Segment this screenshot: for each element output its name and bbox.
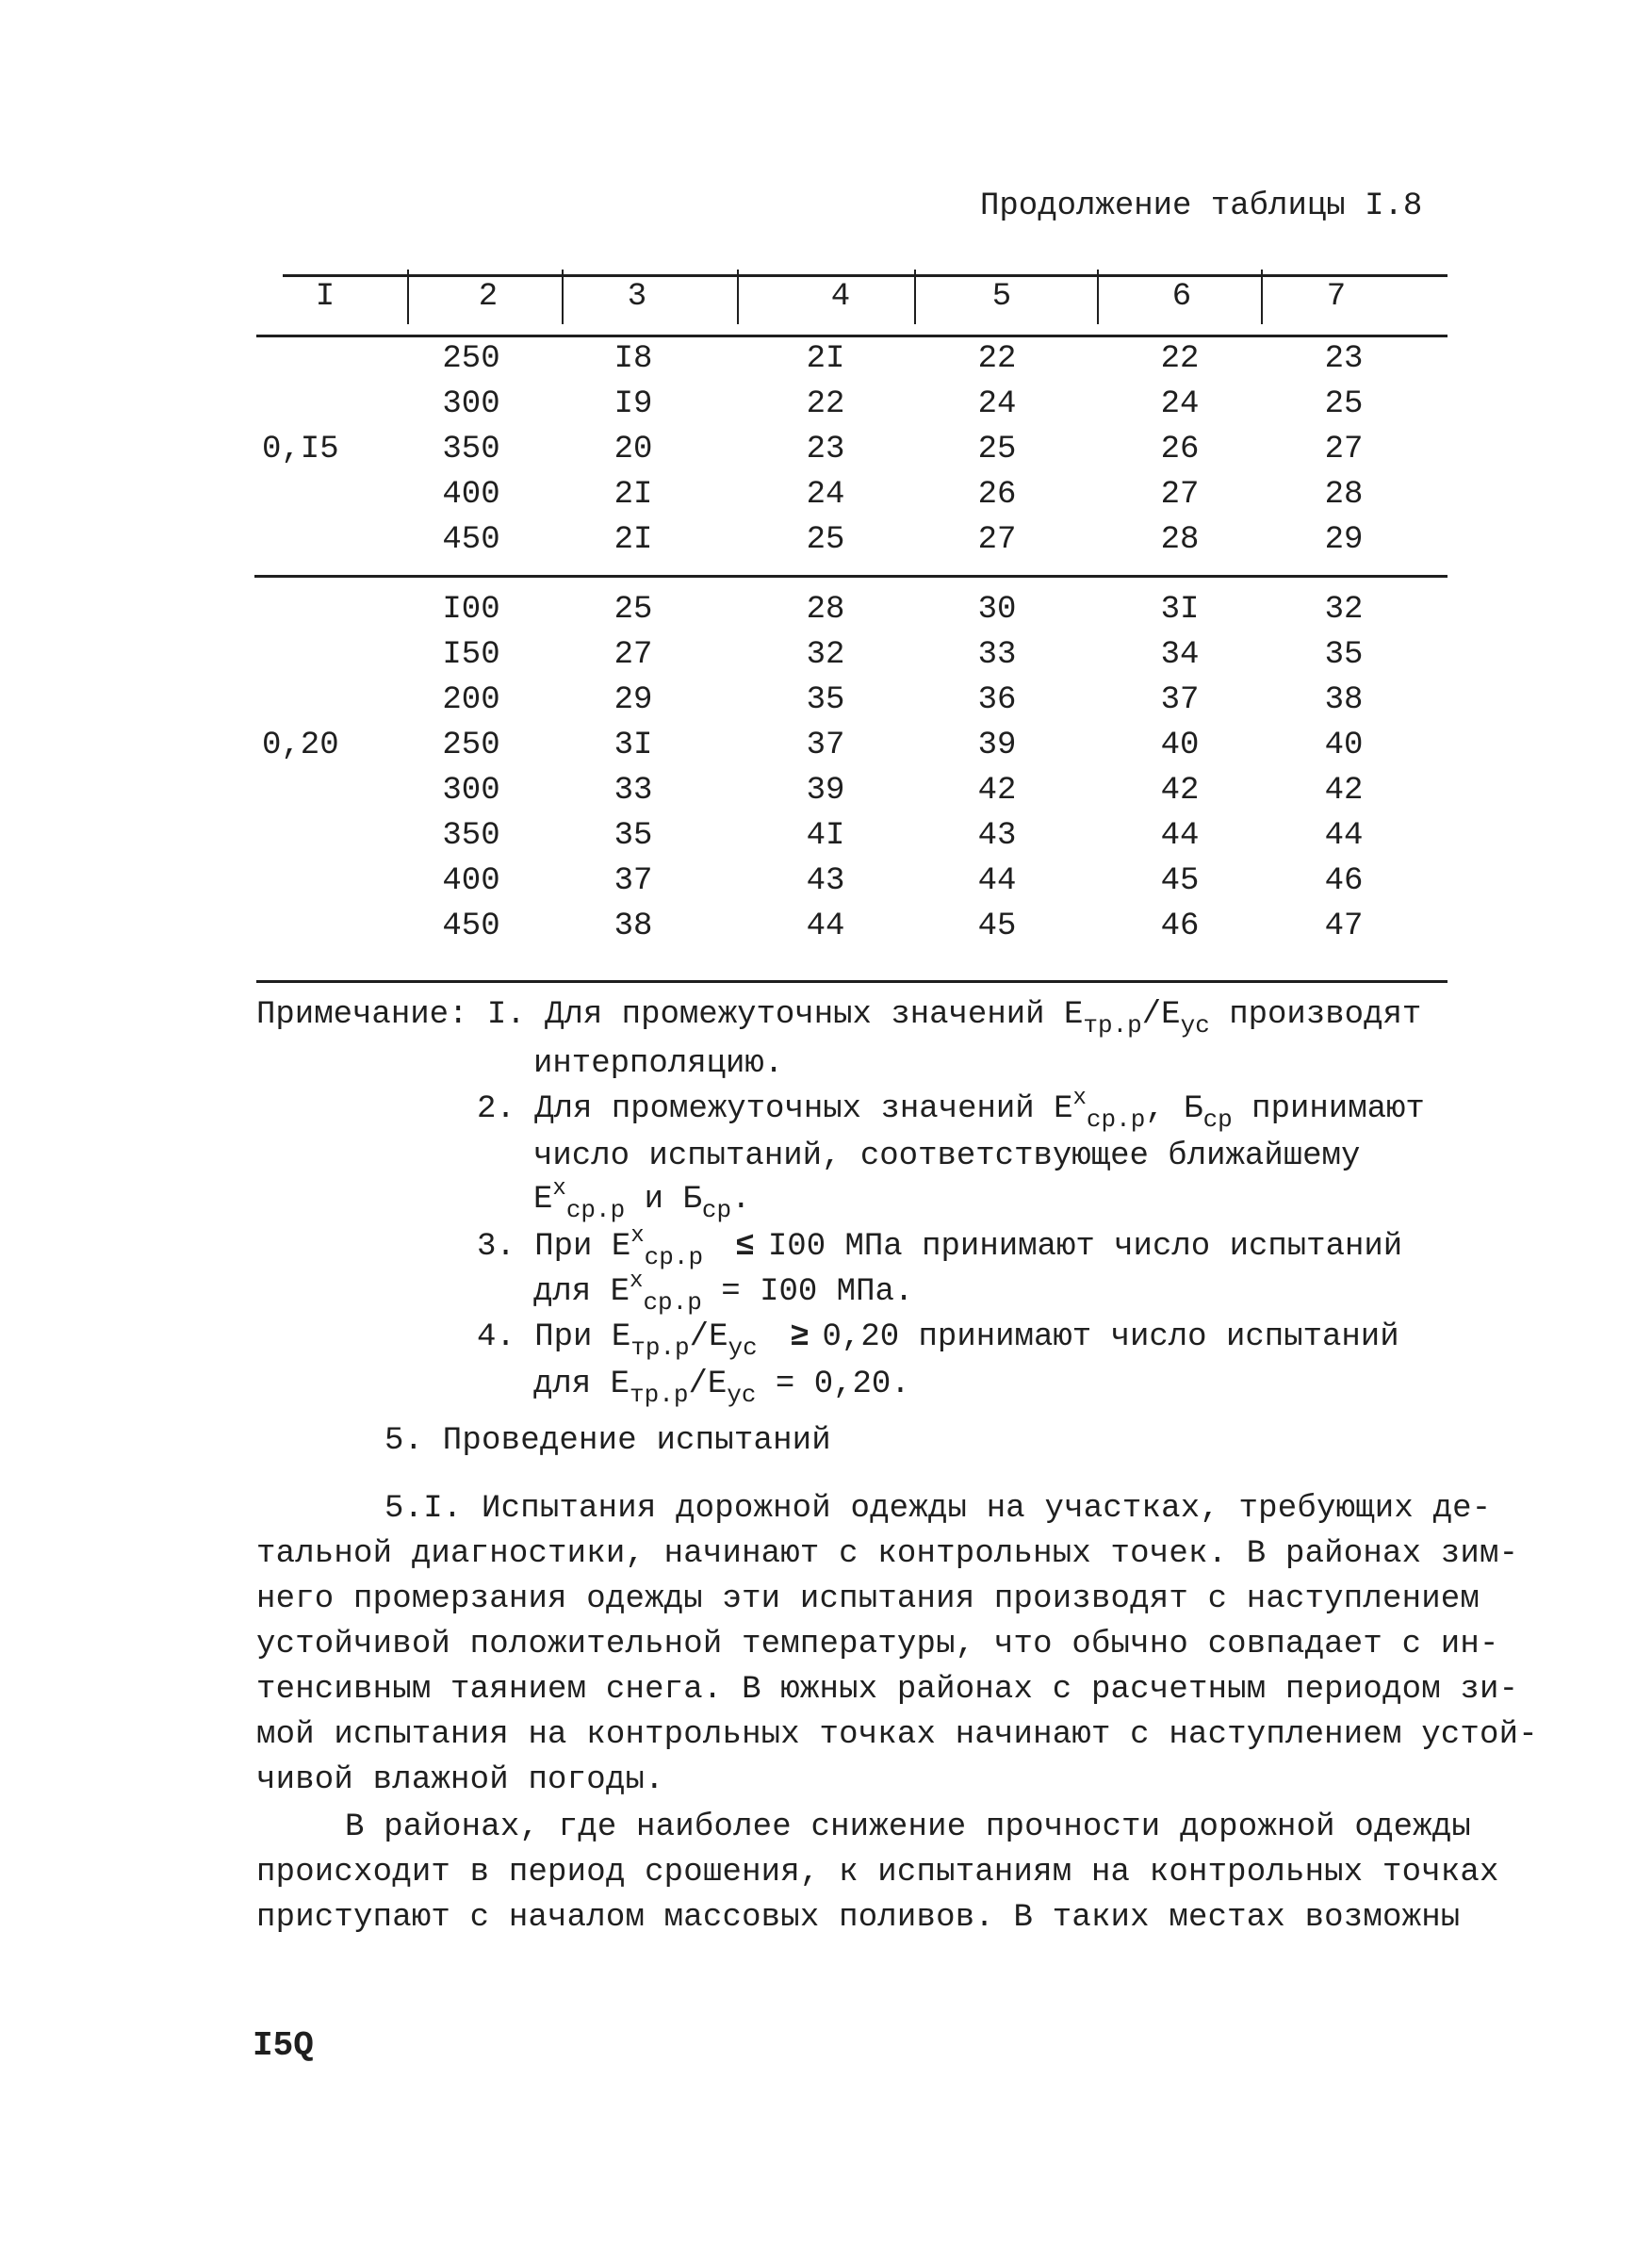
table-cell: 28 [806, 592, 845, 628]
table-bottom-rule [256, 980, 1448, 983]
table-cell: 250 [442, 728, 500, 763]
table-cell: 43 [977, 818, 1017, 854]
table-cell: 27 [613, 637, 653, 673]
note-4-line-2-a: для Е [533, 1367, 630, 1402]
table-cell: 25 [977, 432, 1017, 467]
note-4-line-2 [533, 1367, 910, 1409]
table-cell: 450 [442, 909, 500, 944]
table-cell: 35 [1324, 637, 1364, 673]
table-cell: 37 [613, 863, 653, 899]
table-cell: 34 [1160, 637, 1200, 673]
table-cell: 30 [977, 592, 1017, 628]
table-cell: 36 [977, 682, 1017, 718]
note-2-text-c: принимают [1232, 1091, 1425, 1127]
table-cell: 42 [1324, 773, 1364, 809]
table-cell: 35 [806, 682, 845, 718]
table-cell: 24 [1160, 386, 1200, 422]
table-cell: 37 [1160, 682, 1200, 718]
column-header: 6 [1171, 279, 1192, 315]
table-cell: 300 [442, 773, 500, 809]
note-4-line-2-sub-a: тр.р [630, 1381, 689, 1409]
note-1-sub-b: ус [1180, 1011, 1210, 1040]
note-lead: Примечание: [256, 997, 468, 1033]
note-3 [477, 1223, 1403, 1271]
note-3-line-2-sub: ср.р [643, 1288, 702, 1317]
table-cell: 27 [977, 522, 1017, 558]
note-4-sub-b: ус [728, 1334, 758, 1362]
section-heading: 5. Проведение испытаний [384, 1423, 831, 1459]
note-2-line-3-sup: х [552, 1176, 566, 1202]
table-cell: I00 [442, 592, 500, 628]
column-separator [1261, 270, 1263, 324]
note-1-text-b: производят [1209, 997, 1422, 1033]
column-header: 5 [991, 279, 1012, 315]
table-cell: 300 [442, 386, 500, 422]
table-cell: 22 [977, 341, 1017, 377]
table-cell: 28 [1324, 477, 1364, 513]
note-3-line-2 [533, 1269, 914, 1317]
note-4-sub-a: тр.р [630, 1334, 690, 1362]
greater-or-equal-symbol: ≥ [790, 1319, 810, 1355]
table-cell: 42 [977, 773, 1017, 809]
table-cell: 47 [1324, 909, 1364, 944]
table-cell: 250 [442, 341, 500, 377]
column-separator [914, 270, 916, 324]
table-cell: 37 [806, 728, 845, 763]
note-3-number: 3. [477, 1229, 515, 1265]
table-cell: 39 [806, 773, 845, 809]
table-cell: 25 [806, 522, 845, 558]
table-cell: 44 [1324, 818, 1364, 854]
table-cell: 3I [1160, 592, 1200, 628]
column-separator [562, 270, 564, 324]
column-header: 2 [478, 279, 499, 315]
note-2-line-3-sub-b: ср [701, 1196, 732, 1224]
note-3-line-2-sup: х [630, 1269, 644, 1294]
column-header: 4 [830, 279, 851, 315]
table-cell: 27 [1160, 477, 1200, 513]
table-cell: 23 [806, 432, 845, 467]
note-2-line-3-a: Е [533, 1182, 553, 1218]
table-cell: 350 [442, 818, 500, 854]
table-cell: 44 [1160, 818, 1200, 854]
table-cell: 2I [613, 477, 653, 513]
table-cell: 24 [806, 477, 845, 513]
table-cell: 24 [977, 386, 1017, 422]
note-4-mid: /Е [689, 1319, 728, 1355]
table-cell: 2I [806, 341, 845, 377]
note-1-text-a: Для промежуточных значений Е [545, 997, 1084, 1033]
note-4-line-2-sub-b: ус [727, 1381, 757, 1409]
note-1-line-2: интерполяцию. [533, 1046, 784, 1082]
table-cell: 35 [613, 818, 653, 854]
table-cell: 29 [613, 682, 653, 718]
table-cell: 200 [442, 682, 500, 718]
note-2-line-3-b: и Б [625, 1182, 702, 1218]
table-cell: 45 [1160, 863, 1200, 899]
table-cell: I50 [442, 637, 500, 673]
note-2-sub-b: ср [1202, 1105, 1233, 1134]
note-2-number: 2. [477, 1091, 515, 1127]
note-1 [256, 997, 1422, 1040]
table-cell: 23 [1324, 341, 1364, 377]
table-cell: 38 [1324, 682, 1364, 718]
table-cell: 450 [442, 522, 500, 558]
table-cell: 40 [1324, 728, 1364, 763]
table-cell: 22 [1160, 341, 1200, 377]
table-cell: 44 [806, 909, 845, 944]
table-cell: 32 [806, 637, 845, 673]
note-3-text-a: При Е [534, 1229, 631, 1265]
para2-line-3: приступают с началом массовых поливов. В таких местах возможны [256, 1900, 1461, 1936]
table-cell: 32 [1324, 592, 1364, 628]
note-1-number: I. [486, 997, 526, 1033]
group-label: 0,I5 [262, 432, 339, 467]
table-cell: 26 [1160, 432, 1200, 467]
table-cell: 46 [1324, 863, 1364, 899]
table-cell: 29 [1324, 522, 1364, 558]
note-2-text-b: , Б [1145, 1091, 1203, 1127]
table-cell: 400 [442, 477, 500, 513]
table-cell: 350 [442, 432, 500, 467]
note-2-sub: ср.р [1086, 1105, 1146, 1134]
note-4-text-b: 0,20 принимают число испытаний [822, 1319, 1399, 1355]
group-label: 0,20 [262, 728, 339, 763]
table-cell: 27 [1324, 432, 1364, 467]
table-cell: 400 [442, 863, 500, 899]
para1-line-1: 5.I. Испытания дорожной одежды на участках, требующих де- [384, 1491, 1492, 1527]
table-cell: 33 [977, 637, 1017, 673]
page-number: I5Q [253, 2026, 314, 2065]
table-top-rule [283, 274, 1448, 277]
note-2-line-2: число испытаний, соответствующее ближайшему [533, 1138, 1361, 1174]
note-2-text-a: Для промежуточных значений Е [534, 1091, 1073, 1127]
table-cell: 45 [977, 909, 1017, 944]
para1-line-2: тальной диагностики, начинают с контрольных точек. В районах зим- [256, 1536, 1519, 1572]
note-2-line-3 [533, 1176, 751, 1224]
table-cell: I9 [613, 386, 653, 422]
table-cell: 43 [806, 863, 845, 899]
table-cell: 33 [613, 773, 653, 809]
para1-line-3: него промерзания одежды эти испытания производят с наступлением [256, 1581, 1480, 1617]
table-cell: 2I [613, 522, 653, 558]
table-cell: 44 [977, 863, 1017, 899]
column-separator [1097, 270, 1099, 324]
table-cell: 4I [806, 818, 845, 854]
column-separator [407, 270, 409, 324]
note-4-text-a: При Е [534, 1319, 631, 1355]
table-cell: 46 [1160, 909, 1200, 944]
para2-line-1: В районах, где наиболее снижение прочности дорожной одежды [345, 1809, 1471, 1845]
note-4-line-2-mid: /Е [688, 1367, 728, 1402]
note-2-line-3-c: . [731, 1182, 751, 1218]
note-4 [477, 1319, 1399, 1362]
note-2-line-3-sub: ср.р [565, 1196, 626, 1224]
para1-line-6: мой испытания на контрольных точках начинают с наступлением устой- [256, 1717, 1538, 1753]
column-header: I [315, 279, 335, 315]
note-3-sup: х [630, 1223, 645, 1249]
column-header: 3 [627, 279, 647, 315]
para2-line-2: происходит в период срошения, к испытаниям на контрольных точках [256, 1855, 1499, 1891]
table-cell: 3I [613, 728, 653, 763]
table-cell: 38 [613, 909, 653, 944]
table-cell: 40 [1160, 728, 1200, 763]
para1-line-4: устойчивой положительной температуры, что обычно совпадает с ин- [256, 1627, 1499, 1662]
table-cell: 25 [613, 592, 653, 628]
table-cell: 25 [1324, 386, 1364, 422]
note-3-sub: ср.р [644, 1243, 704, 1271]
column-header: 7 [1326, 279, 1347, 315]
less-or-equal-symbol: ≤ [735, 1229, 755, 1265]
note-2 [477, 1086, 1425, 1134]
note-3-line-2-b: = I00 МПа. [701, 1274, 914, 1310]
para1-line-5: тенсивным таянием снега. В южных районах с расчетным периодом зи- [256, 1672, 1519, 1708]
note-1-mid: /Е [1141, 997, 1181, 1033]
para1-line-7: чивой влажной погоды. [256, 1762, 664, 1798]
table-cell: 39 [977, 728, 1017, 763]
note-1-sub-a: тр.р [1083, 1011, 1142, 1040]
note-3-text-b: I00 МПа принимают число испытаний [767, 1229, 1403, 1265]
note-4-line-2-b: = 0,20. [756, 1367, 910, 1402]
table-cell: 20 [613, 432, 653, 467]
note-3-line-2-a: для Е [533, 1274, 630, 1310]
table-cell: 26 [977, 477, 1017, 513]
note-4-number: 4. [477, 1319, 515, 1355]
table-header-rule [256, 335, 1448, 337]
table-group-divider [254, 575, 1448, 578]
note-2-sup: х [1072, 1086, 1087, 1111]
table-caption: Продолжение таблицы I.8 [980, 188, 1423, 224]
table-cell: 22 [806, 386, 845, 422]
table-cell: 28 [1160, 522, 1200, 558]
table-cell: I8 [613, 341, 653, 377]
column-separator [737, 270, 739, 324]
table-cell: 42 [1160, 773, 1200, 809]
